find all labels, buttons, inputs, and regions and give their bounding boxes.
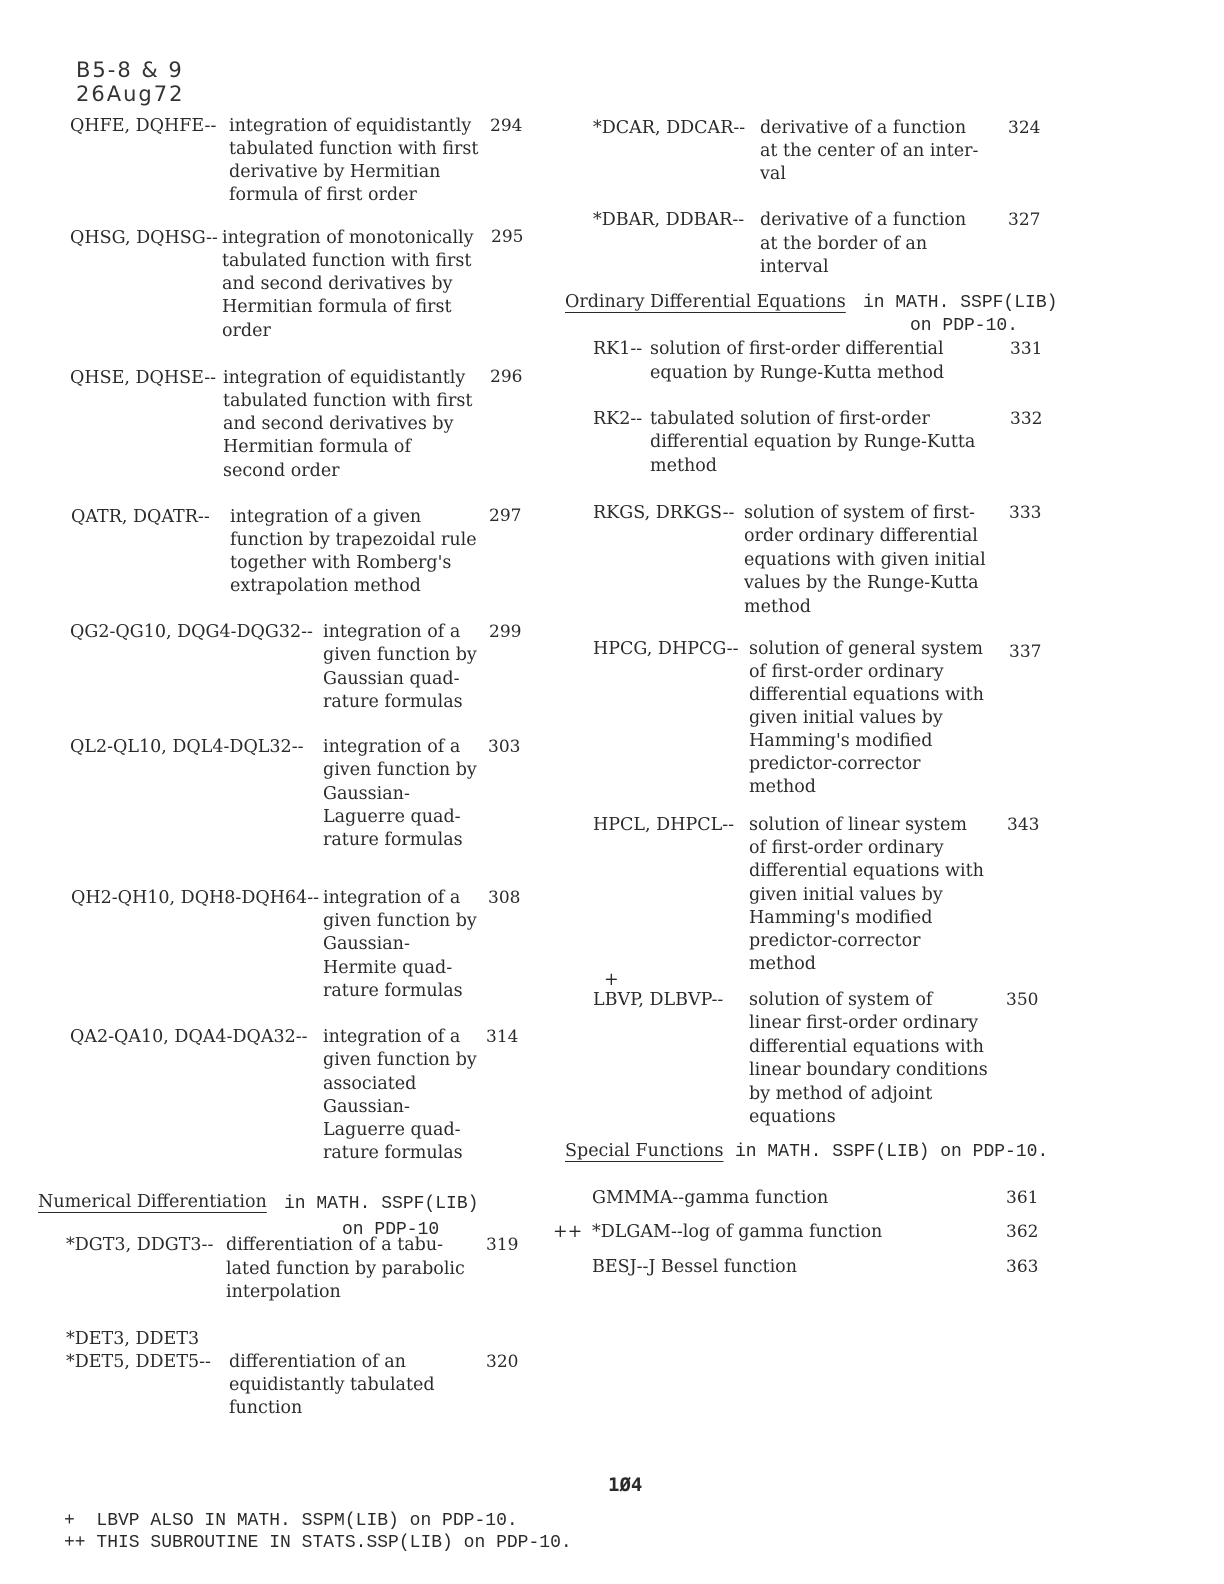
entry-name: *DBAR, DDBAR-- <box>593 210 745 230</box>
entry-desc-line: associated <box>323 1074 417 1094</box>
entry-desc-line: equations <box>749 1107 836 1127</box>
entry-page: 333 <box>1009 503 1042 523</box>
entry-desc-line: function by trapezoidal rule <box>230 530 477 550</box>
entry-name: *DCAR, DDCAR-- <box>593 118 746 138</box>
entry-name: QL2-QL10, DQL4-DQL32-- <box>70 737 304 757</box>
entry-page: 296 <box>490 367 523 387</box>
entry-desc-line: given initial values by <box>749 885 943 905</box>
entry-desc-line: interval <box>760 257 829 277</box>
entry-name: *DET5, DDET5-- <box>66 1352 211 1372</box>
entry-name: QHSG, DQHSG-- <box>70 228 218 248</box>
section-heading: Special Functions <box>565 1141 724 1161</box>
entry-desc-line: val <box>760 164 786 184</box>
entry-desc-line: given function by <box>323 760 477 780</box>
entry-desc-line: Hermitian formula of first <box>222 297 452 317</box>
entry-desc-line: given function by <box>323 911 477 931</box>
entry-desc-line: Hermitian formula of <box>223 437 411 457</box>
entry-desc-line: method <box>744 597 811 617</box>
entry-page: 350 <box>1006 990 1039 1010</box>
section-heading-suffix: in MATH. SSPF(LIB) <box>284 1194 479 1214</box>
entry-name: QG2-QG10, DQG4-DQG32-- <box>70 622 313 642</box>
entry-text: GMMMA--gamma function <box>592 1188 829 1208</box>
entry-desc-line: by method of adjoint <box>749 1084 933 1104</box>
entry-page: 332 <box>1010 409 1043 429</box>
entry-desc-line: rature formulas <box>323 692 463 712</box>
entry-desc-line: order ordinary differential <box>744 526 978 546</box>
entry-desc-line: derivative by Hermitian <box>229 162 441 182</box>
entry-name: QATR, DQATR-- <box>71 507 210 527</box>
footnote: ++ THIS SUBROUTINE IN STATS.SSP(LIB) on PDP-10. <box>64 1533 572 1553</box>
entry-desc-line: of first-order ordinary <box>749 838 944 858</box>
entry-desc-line: given function by <box>323 1050 477 1070</box>
entry-name: QH2-QH10, DQH8-DQH64-- <box>71 888 320 908</box>
entry-desc-line: Hamming's modified <box>749 731 933 751</box>
entry-page: 294 <box>490 116 523 136</box>
entry-page: 362 <box>1006 1222 1039 1242</box>
section-heading-line2: on PDP-10. <box>910 316 1019 336</box>
entry-desc-line: solution of first-order differential <box>650 339 944 359</box>
entry-name: RK1-- <box>593 339 643 359</box>
entry-desc-line: differentiation of an <box>229 1352 406 1372</box>
entry-desc-line: formula of first order <box>229 185 417 205</box>
entry-desc-line: Gaussian- <box>323 934 410 954</box>
entry-page: 303 <box>488 737 521 757</box>
entry-name: HPCL, DHPCL-- <box>593 815 735 835</box>
entry-page: 343 <box>1007 815 1040 835</box>
entry-desc-line: differential equations with <box>749 685 984 705</box>
section-heading-line2: on PDP-10 <box>342 1220 440 1240</box>
entry-desc-line: differentiation of a tabu- <box>226 1235 444 1255</box>
entry-desc-line: integration of equidistantly <box>223 368 466 388</box>
entry-page: 319 <box>486 1235 519 1255</box>
entry-desc-line: of first-order ordinary <box>749 662 944 682</box>
entry-desc-line: differential equation by Runge-Kutta <box>650 432 976 452</box>
entry-desc-line: values by the Runge-Kutta <box>744 573 979 593</box>
entry-desc-line: integration of a <box>323 737 461 757</box>
entry-desc-line: tabulated solution of first-order <box>650 409 930 429</box>
entry-page: 324 <box>1008 118 1041 138</box>
section-heading-suffix: in MATH. SSPF(LIB) on PDP-10. <box>735 1142 1049 1162</box>
entry-desc-line: equations with given initial <box>744 550 986 570</box>
entry-desc-line: tabulated function with first <box>223 391 473 411</box>
entry-name: QHFE, DQHFE-- <box>70 116 217 136</box>
entry-desc-line: derivative of a function <box>760 118 967 138</box>
section-heading: Ordinary Differential Equations <box>565 292 846 312</box>
entry-name: *DGT3, DDGT3-- <box>66 1235 214 1255</box>
entry-desc-line: equidistantly tabulated <box>229 1375 435 1395</box>
section-heading: Numerical Differentiation <box>38 1192 267 1212</box>
entry-desc-line: method <box>749 777 816 797</box>
entry-desc-line: integration of equidistantly <box>229 116 472 136</box>
entry-name: QHSE, DQHSE-- <box>70 368 217 388</box>
entry-desc-line: linear first-order ordinary <box>749 1013 979 1033</box>
entry-desc-line: order <box>222 321 271 341</box>
entry-desc-line: Gaussian- <box>323 784 410 804</box>
entry-desc-line: second order <box>223 461 340 481</box>
entry-desc-line: at the border of an <box>760 234 928 254</box>
entry-page: 295 <box>491 227 524 247</box>
entry-desc-line: tabulated function with first <box>229 139 479 159</box>
entry-desc-line: linear boundary conditions <box>749 1060 988 1080</box>
footnote-marker: ++ <box>553 1222 583 1242</box>
entry-desc-line: function <box>229 1398 303 1418</box>
entry-desc-line: and second derivatives by <box>223 414 454 434</box>
entry-desc-line: integration of a <box>323 622 461 642</box>
entry-page: 297 <box>489 506 522 526</box>
entry-desc-line: solution of system of first- <box>744 503 975 523</box>
entry-name: RK2-- <box>593 409 643 429</box>
entry-desc-line: Hermite quad- <box>323 958 453 978</box>
entry-desc-line: given function by <box>323 645 477 665</box>
entry-desc-line: predictor-corrector <box>749 931 921 951</box>
entry-text: BESJ--J Bessel function <box>592 1257 797 1277</box>
entry-desc-line: integration of monotonically <box>222 228 474 248</box>
entry-desc-line: tabulated function with first <box>222 251 472 271</box>
entry-desc-line: predictor-corrector <box>749 754 921 774</box>
entry-name: *DET3, DDET3 <box>66 1329 200 1349</box>
entry-desc-line: Gaussian quad- <box>323 669 460 689</box>
entry-name: HPCG, DHPCG-- <box>593 639 739 659</box>
entry-page: 361 <box>1006 1188 1039 1208</box>
entry-desc-line: rature formulas <box>323 830 463 850</box>
entry-desc-line: integration of a given <box>230 507 422 527</box>
entry-desc-line: differential equations with <box>749 1037 984 1057</box>
entry-desc-line: Laguerre quad- <box>323 807 461 827</box>
entry-desc-line: lated function by parabolic <box>226 1259 465 1279</box>
footnote-marker: + <box>604 970 619 990</box>
entry-desc-line: together with Romberg's <box>230 553 452 573</box>
entry-desc-line: Gaussian- <box>323 1097 410 1117</box>
entry-desc-line: rature formulas <box>323 981 463 1001</box>
entry-page: 299 <box>489 622 522 642</box>
entry-desc-line: extrapolation method <box>230 576 421 596</box>
entry-name: RKGS, DRKGS-- <box>593 503 735 523</box>
entry-desc-line: differential equations with <box>749 861 984 881</box>
entry-desc-line: at the center of an inter- <box>760 141 979 161</box>
entry-desc-line: rature formulas <box>323 1143 463 1163</box>
entry-desc-line: Laguerre quad- <box>323 1120 461 1140</box>
entry-page: 320 <box>486 1352 519 1372</box>
entry-desc-line: integration of a <box>323 888 461 908</box>
entry-desc-line: equation by Runge-Kutta method <box>650 363 945 383</box>
entry-desc-line: Hamming's modified <box>749 908 933 928</box>
document-date: 26Aug72 <box>76 82 185 106</box>
footnote: + LBVP ALSO IN MATH. SSPM(LIB) on PDP-10. <box>64 1511 518 1531</box>
entry-page: 327 <box>1008 210 1041 230</box>
entry-name: LBVP, DLBVP-- <box>593 990 724 1010</box>
entry-page: 308 <box>488 888 521 908</box>
entry-page: 331 <box>1010 339 1043 359</box>
page-number: 1Ø4 <box>608 1474 643 1496</box>
entry-desc-line: interpolation <box>226 1282 341 1302</box>
entry-desc-line: solution of system of <box>749 990 933 1010</box>
entry-name: QA2-QA10, DQA4-DQA32-- <box>70 1027 308 1047</box>
entry-desc-line: and second derivatives by <box>222 274 453 294</box>
document-code: B5-8 & 9 <box>76 58 184 82</box>
entry-desc-line: method <box>749 954 816 974</box>
entry-desc-line: integration of a <box>323 1027 461 1047</box>
section-heading-suffix: in MATH. SSPF(LIB) <box>863 293 1058 313</box>
entry-text: *DLGAM--log of gamma function <box>592 1222 883 1242</box>
entry-page: 314 <box>486 1027 519 1047</box>
entry-page: 337 <box>1009 642 1042 662</box>
entry-desc-line: solution of general system <box>749 639 983 659</box>
entry-page: 363 <box>1006 1257 1039 1277</box>
entry-desc-line: derivative of a function <box>760 210 967 230</box>
entry-desc-line: method <box>650 456 717 476</box>
entry-desc-line: solution of linear system <box>749 815 967 835</box>
entry-desc-line: given initial values by <box>749 708 943 728</box>
